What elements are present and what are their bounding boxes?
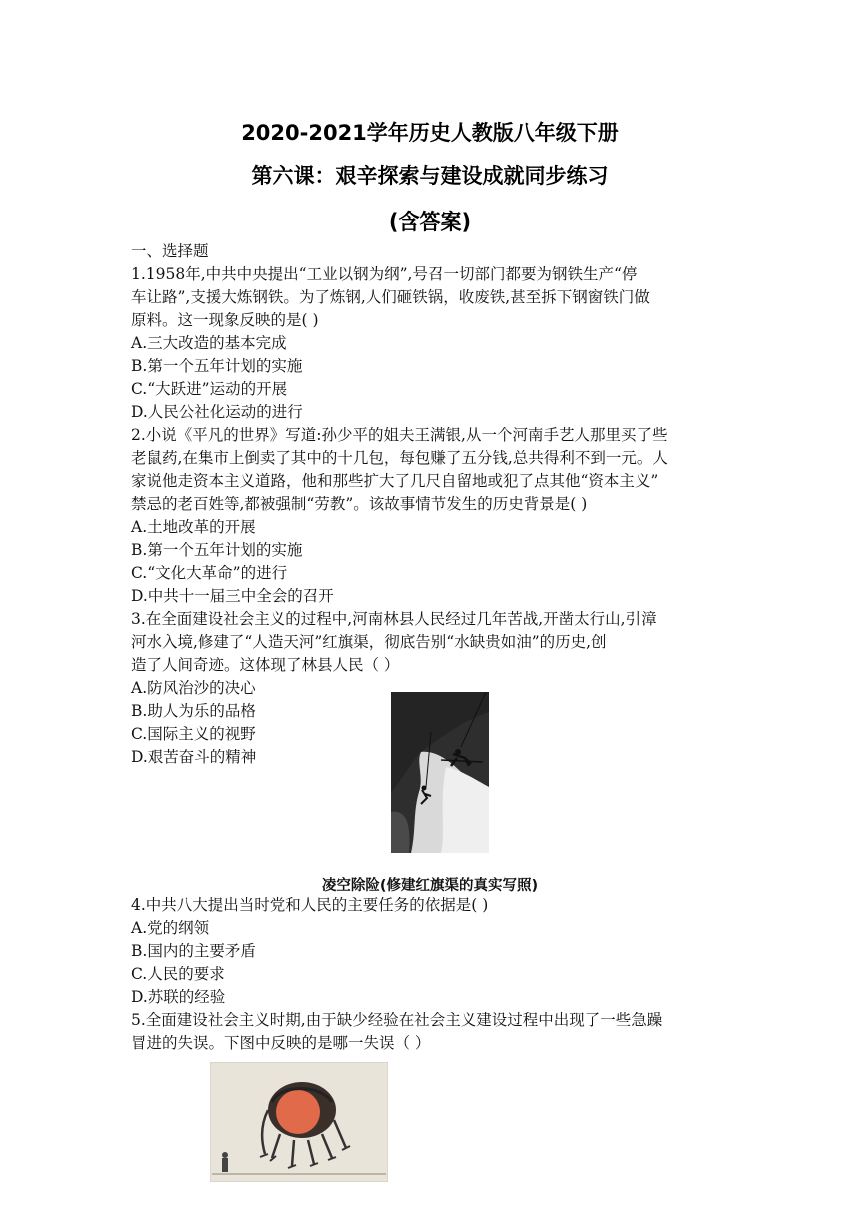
option-c: C.国际主义的视野 [131, 725, 256, 743]
option-b: B.国内的主要矛盾 [131, 942, 256, 960]
option-b: B.第一个五年计划的实施 [131, 541, 303, 559]
option-b: B.助人为乐的品格 [131, 702, 256, 720]
question-stem-line: 造了人间奇迹。这体现了林县人民（ ） [131, 656, 400, 674]
title-line-1: 2020-2021学年历史人教版八年级下册 [241, 121, 619, 145]
option-c: C.“文化大革命”的进行 [131, 564, 288, 582]
photo-caption: 凌空除险(修建红旗渠的真实写照) [321, 878, 539, 894]
question-stem-line: 4.中共八大提出当时党和人民的主要任务的依据是( ) [131, 896, 489, 914]
question-stem-line: 原料。这一现象反映的是( ) [131, 311, 319, 329]
question-stem-line: 1.1958年,中共中央提出“工业以钢为纲”,号召一切部门都要为钢铁生产“停 [131, 265, 638, 283]
question-stem-line: 车让路”,支援大炼钢铁。为了炼钢,人们砸铁锅，收废铁,甚至拆下钢窗铁门做 [131, 288, 650, 306]
section-heading: 一、选择题 [131, 242, 209, 260]
option-a: A.党的纲领 [131, 919, 210, 937]
option-a: A.防风治沙的决心 [131, 679, 256, 697]
option-d: D.中共十一届三中全会的召开 [131, 587, 334, 605]
option-a: A.三大改造的基本完成 [131, 334, 287, 352]
question-stem-line: 3.在全面建设社会主义的过程中,河南林县人民经过几年苦战,开凿太行山,引漳 [131, 610, 657, 628]
option-d: D.艰苦奋斗的精神 [131, 748, 257, 766]
question-stem-line: 河水入境,修建了“人造天河”红旗渠，彻底告别“水缺贵如油”的历史,创 [131, 633, 607, 651]
option-d: D.苏联的经验 [131, 988, 226, 1006]
option-a: A.土地改革的开展 [131, 518, 256, 536]
title-line-2: 第六课：艰辛探索与建设成就同步练习 [251, 164, 609, 188]
cartoon-image [210, 1062, 388, 1182]
hongqi-canal-photo [391, 692, 489, 853]
option-c: C.“大跃进”运动的开展 [131, 380, 288, 398]
option-c: C.人民的要求 [131, 965, 225, 983]
question-stem-line: 冒进的失误。下图中反映的是哪一失误（ ） [131, 1034, 431, 1052]
question-stem-line: 2.小说《平凡的世界》写道:孙少平的姐夫王满银,从一个河南手艺人那里买了些 [131, 426, 668, 444]
option-b: B.第一个五年计划的实施 [131, 357, 303, 375]
question-stem-line: 老鼠药,在集市上倒卖了其中的十几包，每包赚了五分钱,总共得利不到一元。人 [131, 449, 668, 467]
question-stem-line: 禁忌的老百姓等,都被强制“劳教”。该故事情节发生的历史背景是( ) [131, 495, 588, 513]
option-d: D.人民公社化运动的进行 [131, 403, 303, 421]
title-line-3: (含答案) [388, 210, 472, 234]
question-stem-line: 5.全面建设社会主义时期,由于缺少经验在社会主义建设过程中出现了一些急躁 [131, 1011, 663, 1029]
question-stem-line: 家说他走资本主义道路，他和那些扩大了几尺自留地或犯了点其他“资本主义” [131, 472, 659, 490]
